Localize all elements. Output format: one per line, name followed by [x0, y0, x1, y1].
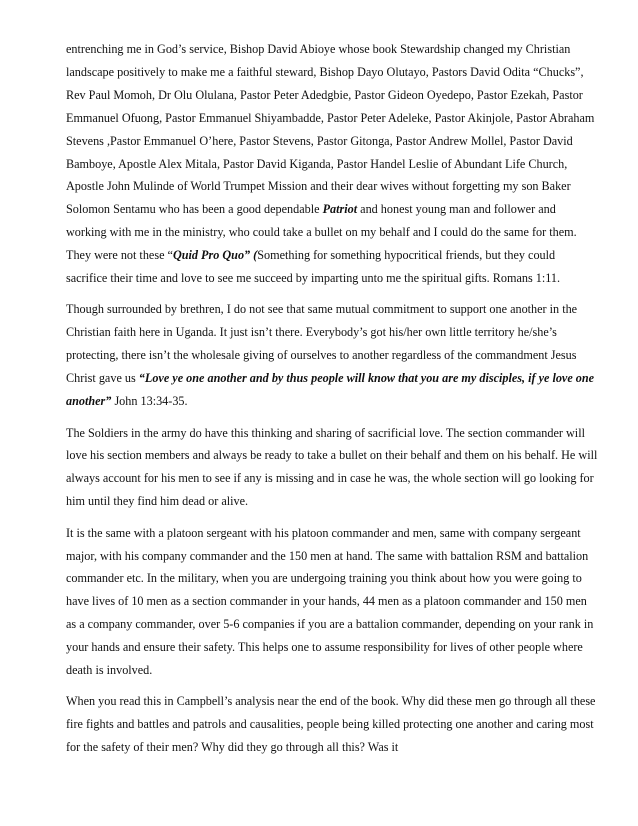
- emphasis-text: Patriot: [322, 202, 358, 217]
- text-run: entrenching me in God’s service, Bishop David Abioye whose book Stewardship changed my Christian landscape positively to make me a faithful steward, Bishop Dayo Olutayo, Pastors David Odita “Chucks”, Rev Paul Momoh, Dr Olu Olulana, Pastor Peter Adedgbie, Pastor Gideon Oyedepo, Pastor Ezekah, Pastor Emmanuel Ofuong, Pastor Emmanuel Shiyambadde, Pastor Peter Adeleke, Pastor Akinjole, Pastor Abraham Stevens ,Pastor Emmanuel O’here, Pastor Stevens, Pastor Gitonga, Pastor Andrew Mollel, Pastor David Bamboye, Apostle Alex Mitala, Pastor David Kiganda, Pastor Handel Leslie of Abundant Life Church, Apostle John Mulinde of World Trumpet Mission and their dear wives without forgetting my son Baker Solomon Sentamu who has been a good dependable: [66, 42, 595, 217]
- paragraph: [66, 298, 598, 413]
- text-run: Something for something hypocritical friends, but they could sacrifice their time and love to see me succeed by imparting unto me the spiritual gifts. Romans 1:11.: [66, 248, 561, 286]
- emphasis-text: “Love ye one another and by thus people will know that you are my disciples, if ye love one another”: [66, 371, 595, 409]
- paragraph: [66, 422, 598, 514]
- paragraph: [66, 522, 598, 682]
- paragraph: [66, 38, 598, 290]
- text-run: John 13:34-35.: [111, 394, 188, 409]
- body-text: [66, 38, 598, 759]
- paragraph: [66, 690, 598, 759]
- text-run: Though surrounded by brethren, I do not see that same mutual commitment to support one another in the Christian faith here in Uganda. It just isn’t there. Everybody’s got his/her own little territory he/she’s protecting, there isn’t the wholesale giving of ourselves to another regardless of the commandment Jesus Christ gave us: [66, 302, 578, 386]
- text-run: When you read this in Campbell’s analysis near the end of the book. Why did these men go through all these fire fights and battles and patrols and causalities, people being killed protecting one another and caring most for the safety of their men? Why did they go through all this? Was it: [66, 694, 596, 755]
- text-run: and honest young man and follower and working with me in the ministry, who could take a bullet on my behalf and I could do the same for them. They were not these “: [66, 202, 577, 263]
- text-run: It is the same with a platoon sergeant with his platoon commander and men, same with company sergeant major, with his company commander and the 150 men at hand. The same with battalion RSM and battalion commander etc. In the military, when you are undergoing training you think about how you were going to have lives of 10 men as a section commander in your hands, 44 men as a platoon commander and 150 men as a company commander, over 5-6 companies if you are a battalion commander, depending on your rank in your hands and ensure their safety. This helps one to assume responsibility for lives of other people where death is involved.: [66, 525, 594, 678]
- text-run: The Soldiers in the army do have this thinking and sharing of sacrificial love. The section commander will love his section members and always be ready to take a bullet on their behalf and them on his behalf. He will always account for his men to see if any is missing and in case he was, the whole section will go looking for him until they find him dead or alive.: [66, 425, 598, 509]
- emphasis-text: Quid Pro Quo” (: [172, 248, 258, 263]
